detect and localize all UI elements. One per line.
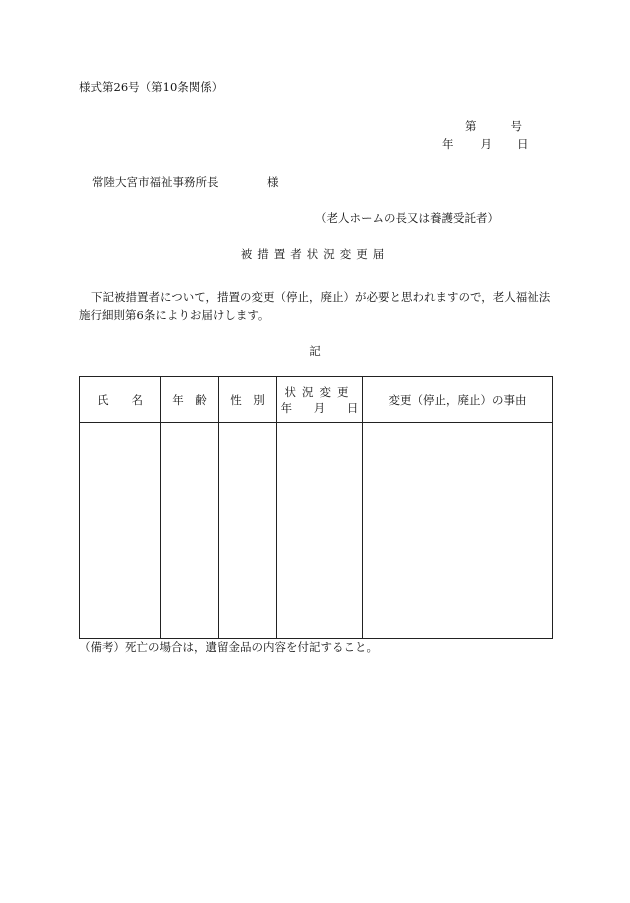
document-title: 被措置者状況変更届 xyxy=(240,247,390,261)
record-table xyxy=(79,376,553,639)
date-month-label: 月 xyxy=(480,137,492,151)
document-number-prefix: 第 xyxy=(465,119,477,133)
document-number-suffix: 号 xyxy=(510,119,522,133)
body-paragraph: 下記被措置者について，措置の変更（停止，廃止）が必要と思われますので，老人福祉法施行細則第6条によりお届けします。 xyxy=(79,290,551,322)
date-year-label: 年 xyxy=(442,137,454,151)
document-date xyxy=(442,137,529,151)
applicant-label: （老人ホームの長又は養護受託者） xyxy=(315,211,499,225)
table-row xyxy=(80,423,553,639)
remarks-note: （備考）死亡の場合は，遺留金品の内容を付記すること。 xyxy=(79,640,378,654)
addressee-honorific: 様 xyxy=(267,175,279,189)
header-change-date-line2 xyxy=(277,400,362,416)
header-change-date xyxy=(277,377,363,423)
header-change-date-line1: 状況変更 xyxy=(284,384,355,399)
header-date-month: 月 xyxy=(313,400,326,415)
cell-sex xyxy=(219,423,277,639)
table-header-row xyxy=(80,377,553,423)
cell-name xyxy=(80,423,161,639)
cell-change-date xyxy=(277,423,363,639)
document-number xyxy=(465,119,522,133)
header-change-reason: 変更（停止，廃止）の事由 xyxy=(363,377,553,423)
cell-age xyxy=(161,423,219,639)
date-day-label: 日 xyxy=(517,137,529,151)
form-number: 様式第26号（第10条関係） xyxy=(79,80,224,94)
header-sex: 性 別 xyxy=(219,377,277,423)
ki-heading: 記 xyxy=(309,344,321,358)
header-name: 氏 名 xyxy=(80,377,161,423)
header-date-year: 年 xyxy=(280,400,293,415)
header-date-day: 日 xyxy=(346,400,359,415)
cell-change-reason xyxy=(363,423,553,639)
header-age: 年 齢 xyxy=(161,377,219,423)
addressee: 常陸大宮市福祉事務所長 xyxy=(92,175,219,189)
